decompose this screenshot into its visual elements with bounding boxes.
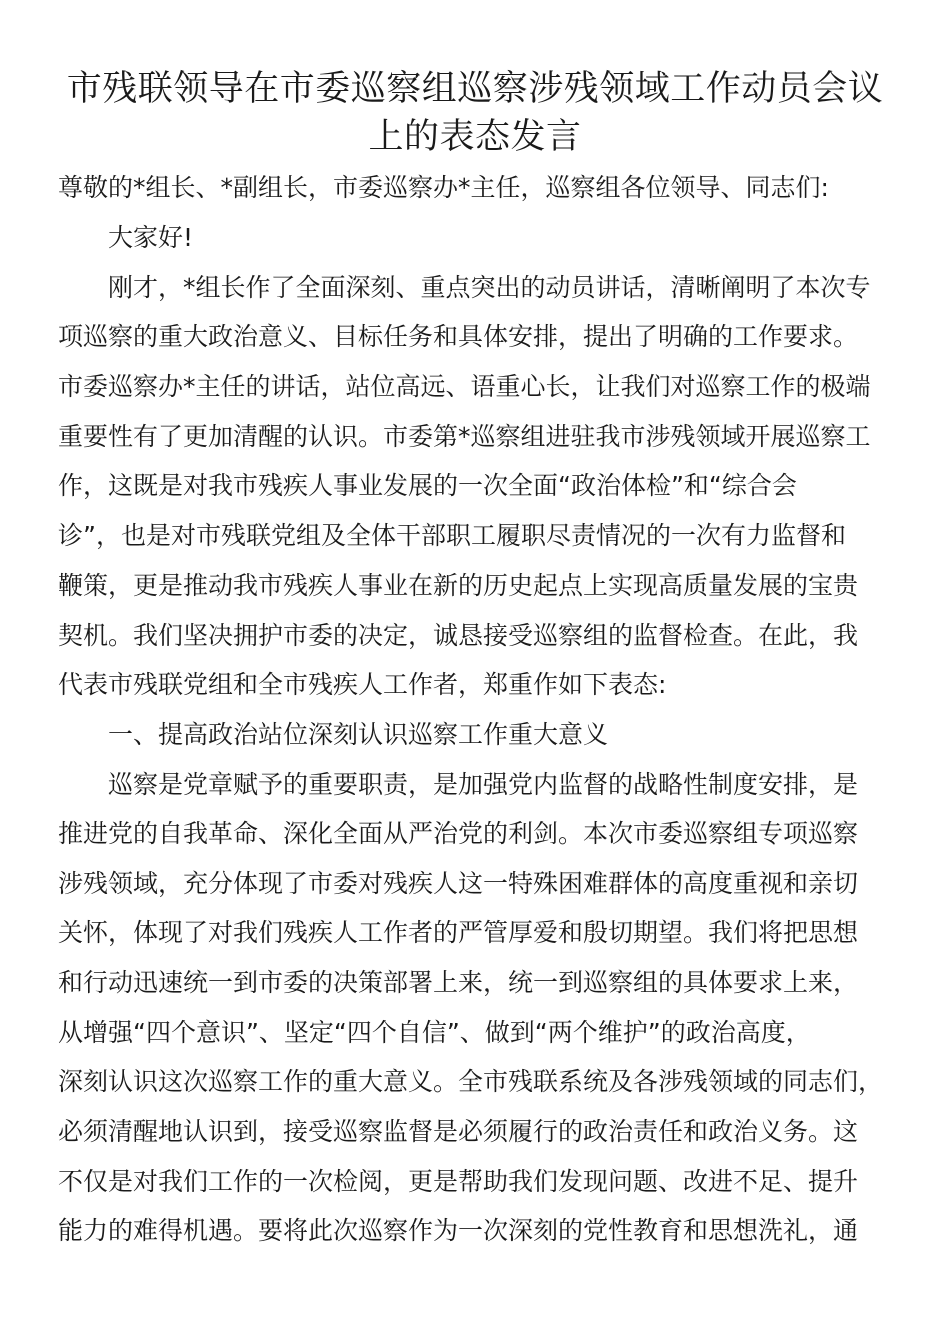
paragraph-line: 代表市残联党组和全市残疾人工作者，郑重作如下表态: [58, 670, 667, 699]
paragraph-line: 作，这既是对我市残疾人事业发展的一次全面“政治体检”和“综合会 [58, 471, 797, 500]
paragraph-line: 项巡察的重大政治意义、目标任务和具体安排，提出了明确的工作要求。 [58, 322, 859, 351]
document-title-line-1: 市残联领导在市委巡察组巡察涉残领域工作动员会议 [66, 69, 884, 109]
section-heading: 一、提高政治站位深刻认识巡察工作重大意义 [108, 720, 609, 749]
salutation: 尊敬的*组长、*副组长，市委巡察办*主任，巡察组各位领导、同志们: [58, 173, 829, 202]
paragraph-line: 涉残领域，充分体现了市委对残疾人这一特殊困难群体的高度重视和亲切 [58, 869, 859, 898]
paragraph-line: 关怀，体现了对我们残疾人工作者的严管厚爱和殷切期望。我们将把思想 [58, 918, 859, 947]
paragraph-line: 推进党的自我革命、深化全面从严治党的利剑。本次市委巡察组专项巡察 [58, 819, 859, 848]
document-title-line-2: 上的表态发言 [368, 117, 582, 157]
paragraph-line: 刚才，*组长作了全面深刻、重点突出的动员讲话，清晰阐明了本次专 [108, 273, 871, 302]
paragraph-line: 重要性有了更加清醒的认识。市委第*巡察组进驻我市涉残领域开展巡察工 [58, 422, 871, 451]
paragraph-line: 从增强“四个意识”、坚定“四个自信”、做到“两个维护”的政治高度， [58, 1018, 811, 1047]
paragraph-line: 深刻认识这次巡察工作的重大意义。全市残联系统及各涉残领域的同志们， [58, 1067, 884, 1096]
paragraph-line: 和行动迅速统一到市委的决策部署上来，统一到巡察组的具体要求上来， [58, 968, 859, 997]
greeting: 大家好! [108, 223, 194, 252]
paragraph-line: 鞭策，更是推动我市残疾人事业在新的历史起点上实现高质量发展的宝贵 [58, 571, 859, 600]
paragraph-line: 巡察是党章赋予的重要职责，是加强党内监督的战略性制度安排，是 [108, 770, 859, 799]
paragraph-line: 必须清醒地认识到，接受巡察监督是必须履行的政治责任和政治义务。这 [58, 1117, 859, 1146]
paragraph-line: 诊”，也是对市残联党组及全体干部职工履职尽责情况的一次有力监督和 [58, 521, 846, 550]
paragraph-line: 契机。我们坚决拥护市委的决定，诚恳接受巡察组的监督检查。在此，我 [58, 621, 859, 650]
paragraph-line: 不仅是对我们工作的一次检阅，更是帮助我们发现问题、改进不足、提升 [58, 1167, 859, 1196]
paragraph-line: 市委巡察办*主任的讲话，站位高远、语重心长，让我们对巡察工作的极端 [58, 372, 871, 401]
paragraph-line: 能力的难得机遇。要将此次巡察作为一次深刻的党性教育和思想洗礼，通 [58, 1216, 859, 1245]
